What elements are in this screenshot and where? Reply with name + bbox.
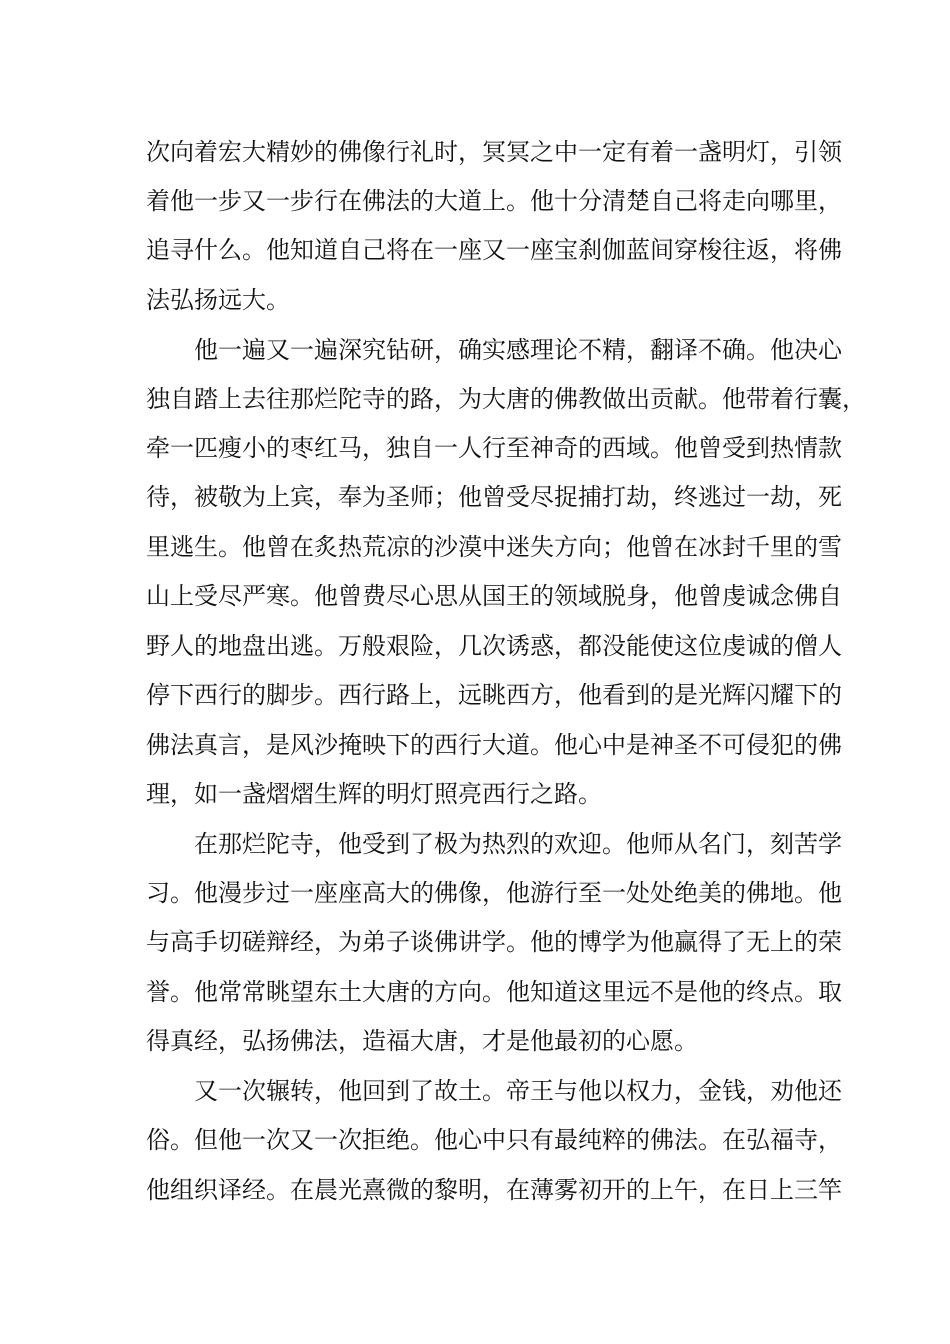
paragraph-first-line: 又一次辗转，他回到了故土。帝王与他以权力，金钱，劝他还	[194, 1077, 842, 1105]
text-line: 俗。但他一次又一次拒绝。他心中只有最纯粹的佛法。在弘福寺，	[146, 1126, 842, 1154]
text-line: 习。他漫步过一座座高大的佛像，他游行至一处处绝美的佛地。他	[146, 879, 842, 907]
text-line: 山上受尽严寒。他曾费尽心思从国王的领域脱身，他曾虔诚念佛自	[146, 582, 842, 610]
text-line: 里逃生。他曾在炙热荒凉的沙漠中迷失方向；他曾在冰封千里的雪	[146, 533, 842, 561]
text-line: 独自踏上去往那烂陀寺的路，为大唐的佛教做出贡献。他带着行囊，	[146, 385, 866, 413]
paragraph-first-line: 他一遍又一遍深究钻研，确实感理论不精，翻译不确。他决心	[194, 336, 842, 364]
text-line: 法弘扬远大。	[146, 286, 290, 314]
text-line: 着他一步又一步行在佛法的大道上。他十分清楚自己将走向哪里，	[146, 187, 842, 215]
text-line: 理，如一盏熠熠生辉的明灯照亮西行之路。	[146, 780, 602, 808]
text-line: 誉。他常常眺望东土大唐的方向。他知道这里远不是他的终点。取	[146, 978, 842, 1006]
text-line: 他组织译经。在晨光熹微的黎明，在薄雾初开的上午，在日上三竿	[146, 1176, 842, 1204]
text-line: 与高手切磋辩经，为弟子谈佛讲学。他的博学为他赢得了无上的荣	[146, 928, 842, 956]
text-line: 待，被敬为上宾，奉为圣师；他曾受尽捉捕打劫，终逃过一劫，死	[146, 483, 842, 511]
paragraph-first-line: 在那烂陀寺，他受到了极为热烈的欢迎。他师从名门，刻苦学	[194, 830, 842, 858]
text-line: 佛法真言，是风沙掩映下的西行大道。他心中是神圣不可侵犯的佛	[146, 731, 842, 759]
text-line: 牵一匹瘦小的枣红马，独自一人行至神奇的西域。他曾受到热情款	[146, 434, 842, 462]
text-line: 停下西行的脚步。西行路上，远眺西方，他看到的是光辉闪耀下的	[146, 681, 842, 709]
text-line: 野人的地盘出逃。万般艰险，几次诱惑，都没能使这位虔诚的僧人	[146, 632, 842, 660]
text-line: 次向着宏大精妙的佛像行礼时，冥冥之中一定有着一盏明灯，引领	[146, 138, 842, 166]
text-line: 追寻什么。他知道自己将在一座又一座宝刹伽蓝间穿梭往返，将佛	[146, 236, 842, 264]
text-line: 得真经，弘扬佛法，造福大唐，才是他最初的心愿。	[146, 1027, 698, 1055]
